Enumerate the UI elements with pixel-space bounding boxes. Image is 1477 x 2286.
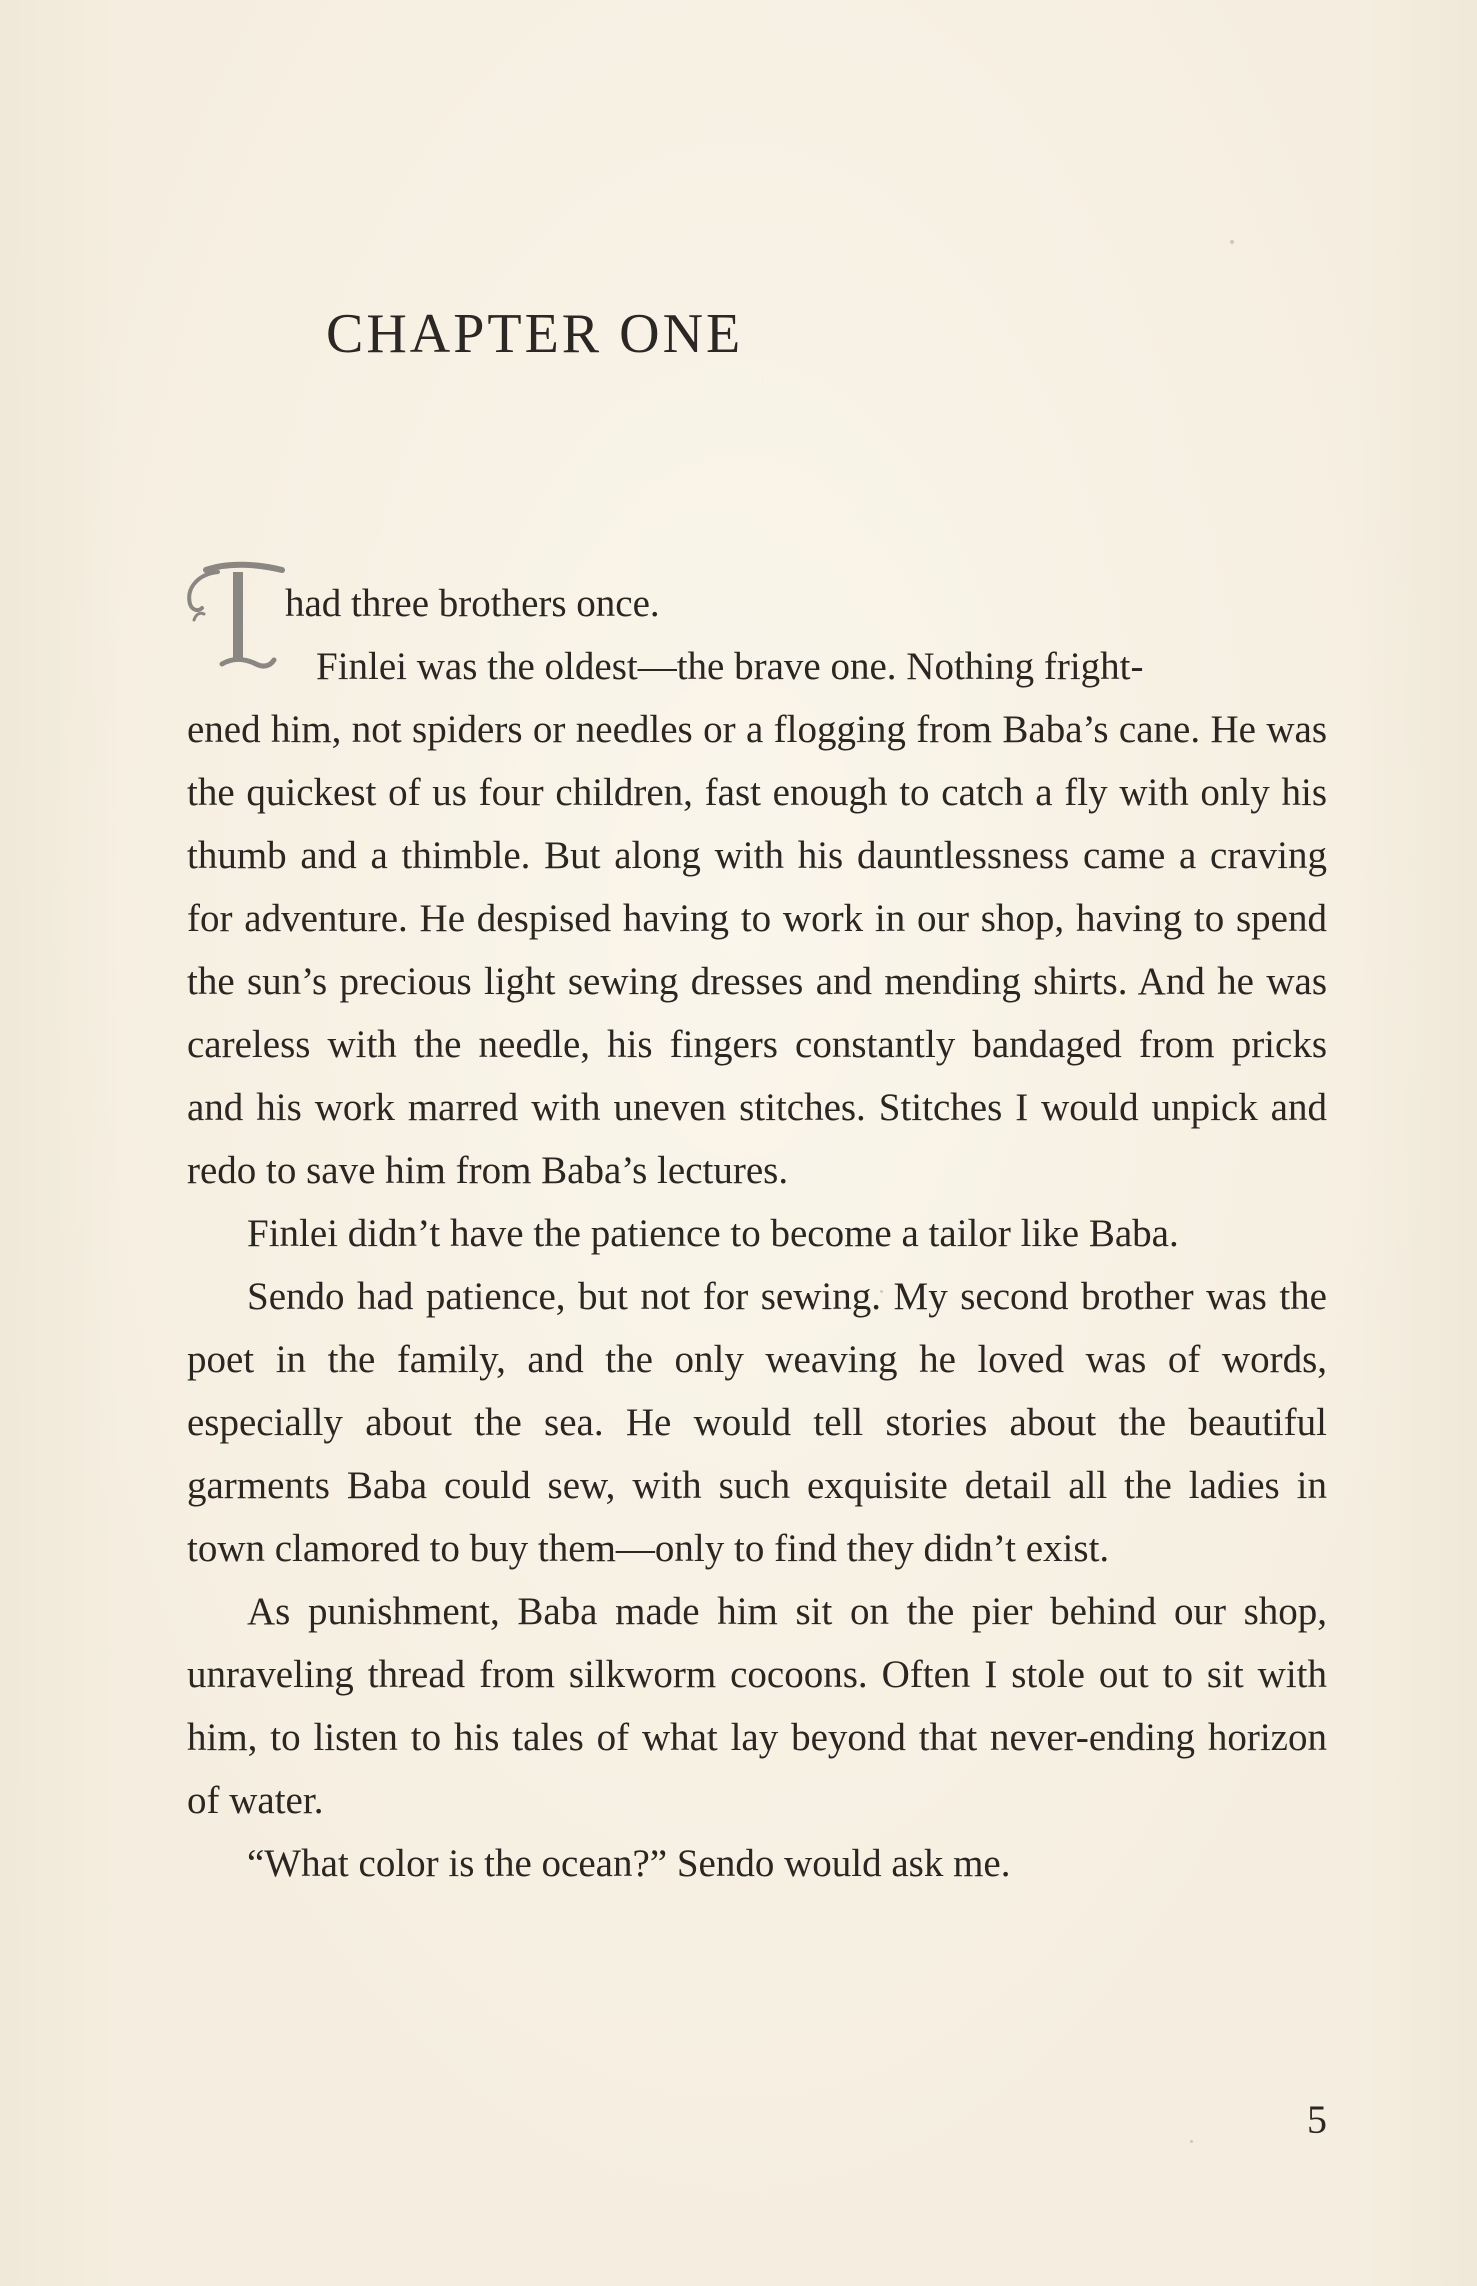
paragraph-1-first-line: Finlei was the oldest—the brave one. Nothing fright- [316,645,1144,688]
page-number: 5 [1307,2097,1327,2142]
paragraph-3: Sendo had patience, but not for sewing. My second brother was the poet in the family, and the only weaving he loved was of words, especially about the sea. He would tell stories about the beautiful garments Baba could sew, with such exquisite detail all the ladies in town clamored to buy them—only to find they didn’t exist. [187,1275,1327,1570]
chapter-title: CHAPTER ONE [326,303,744,365]
paragraph-5: “What color is the ocean?” Sendo would ask me. [247,1842,1011,1885]
opening-line: had three brothers once. [285,582,660,625]
paper-speck [1230,240,1234,244]
paragraph-1: ened him, not spiders or needles or a flogging from Baba’s cane. He was the quickest of us four children, fast enough to catch a fly with only his thumb and a thimble. But along with his dauntlessness came a craving for adventure. He despised having to work in our shop, having to spend the sun’s precious light sewing dresses and mending shirts. And he was careless with the needle, his fingers constantly bandaged from pricks and his work marred with uneven stitches. Stitches I would unpick and redo to save him from Baba’s lectures. [187,708,1327,1192]
paper-speck [880,1290,883,1293]
paper-speck [1190,2140,1193,2143]
chapter-text [187,572,1327,1895]
paragraph-4: As punishment, Baba made him sit on the pier behind our shop, unraveling thread from silkworm cocoons. Often I stole out to sit with him, to listen to his tales of what lay beyond that never-ending horizon of water. [187,1590,1327,1822]
paragraph-2: Finlei didn’t have the patience to become a tailor like Baba. [247,1212,1179,1255]
